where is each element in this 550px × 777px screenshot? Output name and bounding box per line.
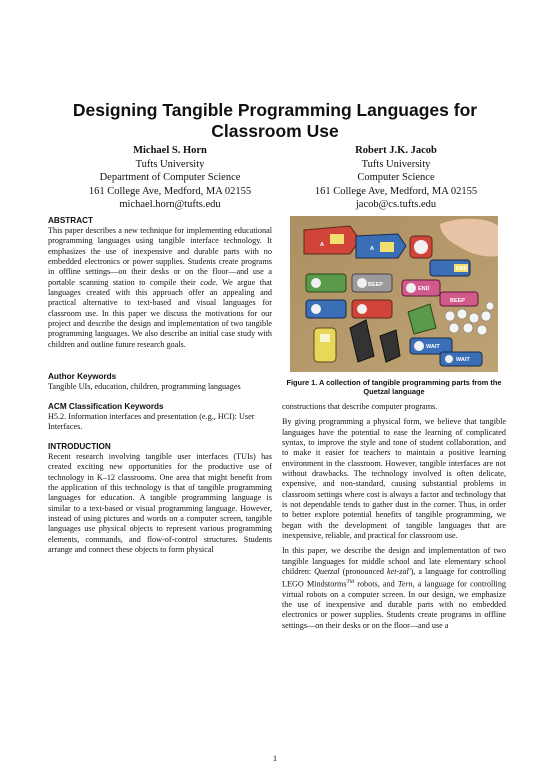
block-label: END	[456, 266, 468, 272]
author-2	[276, 144, 516, 212]
text-part: In this paper, we describe the design and implementation of two tangible languages for middle school and late elementary school children:	[282, 546, 506, 577]
keywords-section	[48, 372, 272, 392]
right-paragraph-3	[282, 546, 506, 630]
figure-photo-tangible-blocks	[290, 216, 498, 372]
abstract-code-word: code	[200, 277, 216, 287]
language-name-tern: Tern	[397, 579, 413, 589]
right-paragraph-2: By giving programming a physical form, we believe that tangible languages have the potential to ease the learning of complicated syntax, to improve the style and tone of student collaboration, and to make it easier for teachers to maintain a positive learning environment in the classroom. However, tangible interfaces are not without drawbacks. The technology involved is often delicate, expensive, and non-standard, causing substantial problems in classroom settings where cost is always a factor and technology that is not dependable tends to gather dust in the corner. Thus, in order to better explore potential benefits of tangible programming, we began with the development of tangible languages that are inexpensive, reliable, and practical for classroom use.	[282, 417, 506, 541]
introduction-heading: INTRODUCTION	[48, 442, 111, 451]
author-affiliation: Tufts University	[135, 158, 205, 170]
photo-tangible-programming-blocks-icon	[290, 216, 498, 372]
block-label: A	[320, 242, 324, 248]
right-column-text	[282, 402, 506, 631]
author-address: 161 College Ave, Medford, MA 02155	[314, 185, 478, 197]
text-part: robots, and	[354, 579, 398, 589]
author-department: Department of Computer Science	[99, 172, 241, 183]
author-department: Computer Science	[357, 172, 435, 183]
pronunciation: ket-zal'	[386, 567, 411, 577]
text-part: ), a language for controlling LEGO Mindstorms	[282, 567, 506, 589]
acm-heading: ACM Classification Keywords	[48, 402, 164, 411]
author-address: 161 College Ave, Medford, MA 02155	[88, 185, 252, 197]
block-label: END	[418, 286, 430, 292]
block-label: BEEP	[450, 298, 465, 304]
abstract-heading: ABSTRACT	[48, 216, 94, 225]
author-name: Michael S. Horn	[133, 145, 207, 156]
block-label: WAIT	[456, 357, 470, 363]
keywords-heading: Author Keywords	[48, 372, 117, 381]
text-part: (pronounced	[339, 567, 387, 577]
block-label: WAIT	[426, 344, 440, 350]
acm-section	[48, 402, 272, 433]
block-label: A	[370, 246, 374, 252]
introduction-paragraph: Recent research involving tangible user interfaces (TUIs) has created exciting new opportunities for the productive use of technology in K–12 classrooms. One area that might benefit from the application of this technology is that of tangible programming languages for education. A tangible programming language is similar to a text-based or visual programming language. However, instead of using pictures and words on a computer screen, tangible languages use physical objects to represent various programming elements, commands, and flow-of-control structures. Students arrange and connect these objects to form physical	[48, 452, 272, 555]
text-part: , a language for controlling virtual robots on a computer screen. In our design, we emphasize the use of inexpensive and durable parts with no embedded electronics or power supplies. Students create programs in offline settings—on their desks or on the floor—and use a	[282, 579, 507, 630]
author-1	[50, 144, 290, 212]
abstract-section	[48, 216, 272, 350]
author-email: michael.horn@tufts.edu	[119, 199, 221, 210]
abstract-part: . We argue that languages created with this approach offer an appealing and practical alternative to text-based and visual languages for classroom use. In this paper we discuss the motivations for our project and describe the design and implementation of two tangible programming languages. We also describe an initial case study with children and outline future research goals.	[48, 277, 272, 349]
trademark: TM	[346, 579, 355, 585]
abstract-text	[48, 226, 272, 350]
author-email: jacob@cs.tufts.edu	[355, 199, 437, 210]
block-label: BEEP	[368, 282, 383, 288]
page-number: 1	[272, 753, 278, 763]
figure-caption: Figure 1. A collection of tangible programming parts from the Quetzal language	[286, 378, 502, 397]
author-name: Robert J.K. Jacob	[355, 145, 437, 156]
paper-title: Designing Tangible Programming Languages for Classroom Use	[72, 100, 478, 141]
abstract-part: This paper describes a new technique for implementing educational programming languages using tangible interface technology. It emphasizes the use of inexpensive and durable parts with no embedded electronics or power supplies. Students create programs in offline settings—on their desks or on the floor—and use a portable scanning station to compile their	[48, 226, 272, 287]
author-affiliation: Tufts University	[361, 158, 431, 170]
keywords-text: Tangible UIs, education, children, programming languages	[48, 382, 241, 391]
acm-text: H5.2. Information interfaces and presentation (e.g., HCI): User Interfaces.	[48, 412, 255, 432]
introduction-section	[48, 442, 272, 555]
right-paragraph-1: constructions that describe computer programs.	[282, 402, 438, 411]
language-name-quetzal: Quetzal	[314, 567, 340, 577]
